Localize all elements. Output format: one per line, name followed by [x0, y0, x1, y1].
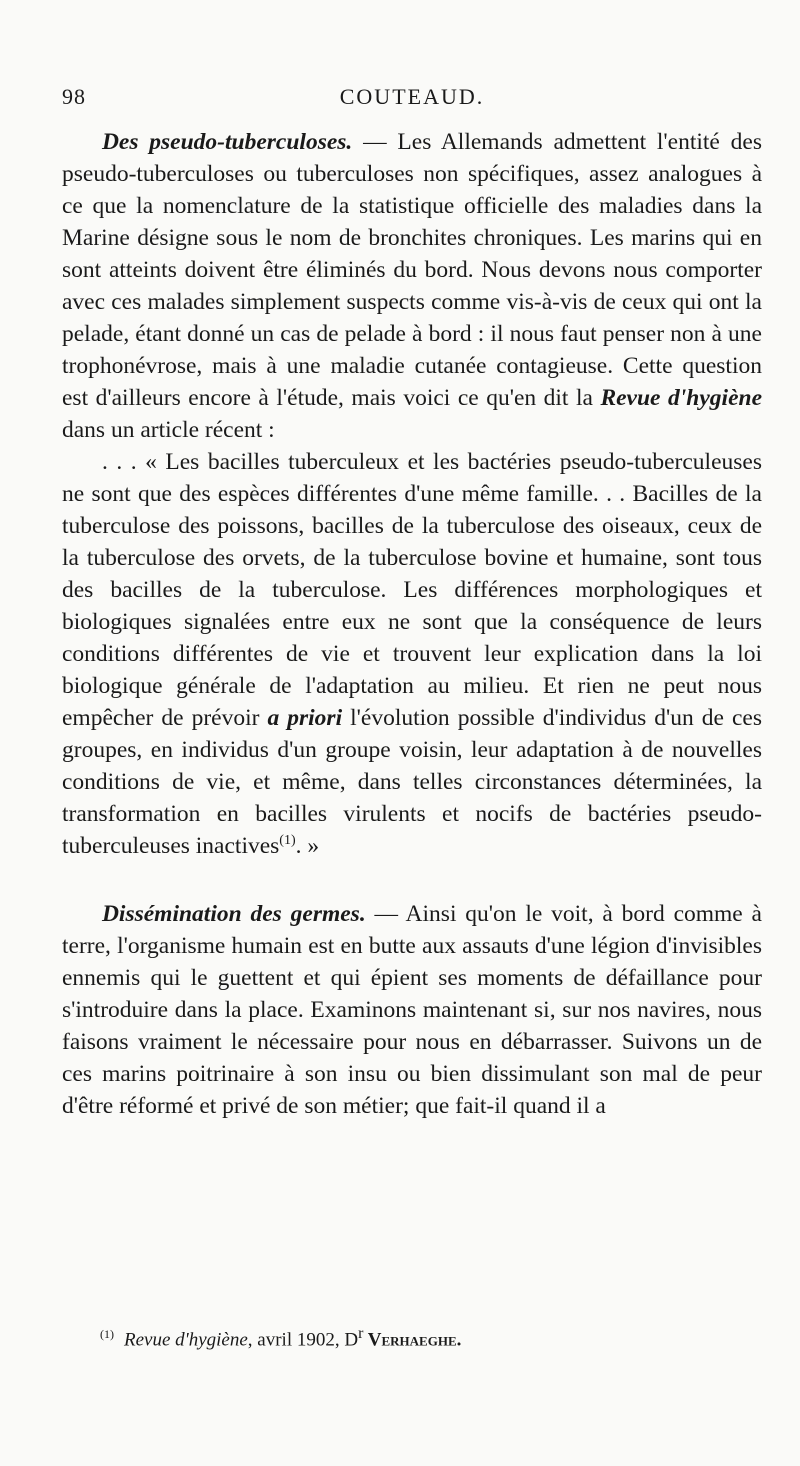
page-header — [62, 84, 762, 118]
paragraph-text-after: dans un article récent : — [62, 417, 275, 443]
running-title: COUTEAUD. — [339, 84, 485, 109]
paragraph-pseudo-tuberculoses — [62, 126, 762, 446]
footnote-mark: (1) — [100, 1327, 114, 1341]
footnote-doctor-sup: r — [358, 1325, 364, 1342]
section-lead: Dissémination des germes. — [101, 901, 366, 927]
paragraph-text: — Ainsi qu'on le voit, à bord comme à terre, l'organisme humain est en butte aux assauts d'une légion d'invisibles ennemis qui le guettent et qui épient ses moments de défaillance pour s'introduire dans la place. Examinons maintenant si, sur nos navires, nous faisons vraiment le nécessaire pour nous en débarrasser. Suivons un de ces marins poitrinaire à son insu ou bien dissimulant son mal de peur d'être réformé et privé de son métier; que fait-il quand il a — [62, 901, 762, 1119]
cited-journal: Revue d'hygiène — [600, 385, 762, 411]
paragraph-quotation — [62, 446, 762, 862]
body-text — [62, 126, 762, 1122]
footnote-date: , avril 1902, D — [247, 1329, 359, 1351]
page-number: 98 — [62, 84, 86, 109]
footnote-author: Verhaeghe. — [363, 1329, 462, 1351]
italic-phrase: a priori — [267, 705, 343, 731]
footnote-reference: (1) — [279, 833, 296, 849]
quotation-close: . » — [295, 833, 320, 859]
footnote-title: Revue d'hygiène — [124, 1329, 248, 1351]
section-lead: Des pseudo-tuberculoses. — [101, 129, 353, 155]
quotation-text: . . . « Les bacilles tuberculeux et les bactéries pseudo-tuberculeuses ne sont que des espèces différentes d'une même famille. . . Bacilles de la tuberculose des poissons, bacilles de la tuberculose des oiseaux, ceux de la tuberculose des orvets, de la tuberculose bovine et humaine, sont tous des bacilles de la tuberculose. Les différences morphologiques et biologiques signalées entre eux ne sont que la conséquence de leurs conditions différentes de vie et trouvent leur explication dans la loi biologique générale de l'adaptation au milieu. Et rien ne peut nous empêcher de prévoir — [62, 449, 762, 731]
paragraph-dissemination — [62, 898, 762, 1122]
quotation-text-after: l'évolution possible d'individus d'un de ces groupes, en individus d'un groupe voisin, leur adaptation à de nouvelles conditions de vie, et même, dans telles circonstances déterminées, la transformation en bacilles virulents et nocifs de bactéries pseudo-tuberculeuses inactives — [62, 705, 762, 859]
paragraph-text: — Les Allemands admettent l'entité des pseudo-tuberculoses ou tuberculoses non spécifiques, assez analogues à ce que la nomenclature de la statistique officielle des maladies dans la Marine désigne sous le nom de bronchites chroniques. Les marins qui en sont atteints doivent être éliminés du bord. Nous devons nous comporter avec ces malades simplement suspects comme vis-à-vis de ceux qui ont la pelade, étant donné un cas de pelade à bord : il nous faut penser non à une trophonévrose, mais à une maladie cutanée contagieuse. Cette question est d'ailleurs encore à l'étude, mais voici ce qu'en dit la — [62, 129, 762, 411]
footnote — [100, 1322, 760, 1352]
